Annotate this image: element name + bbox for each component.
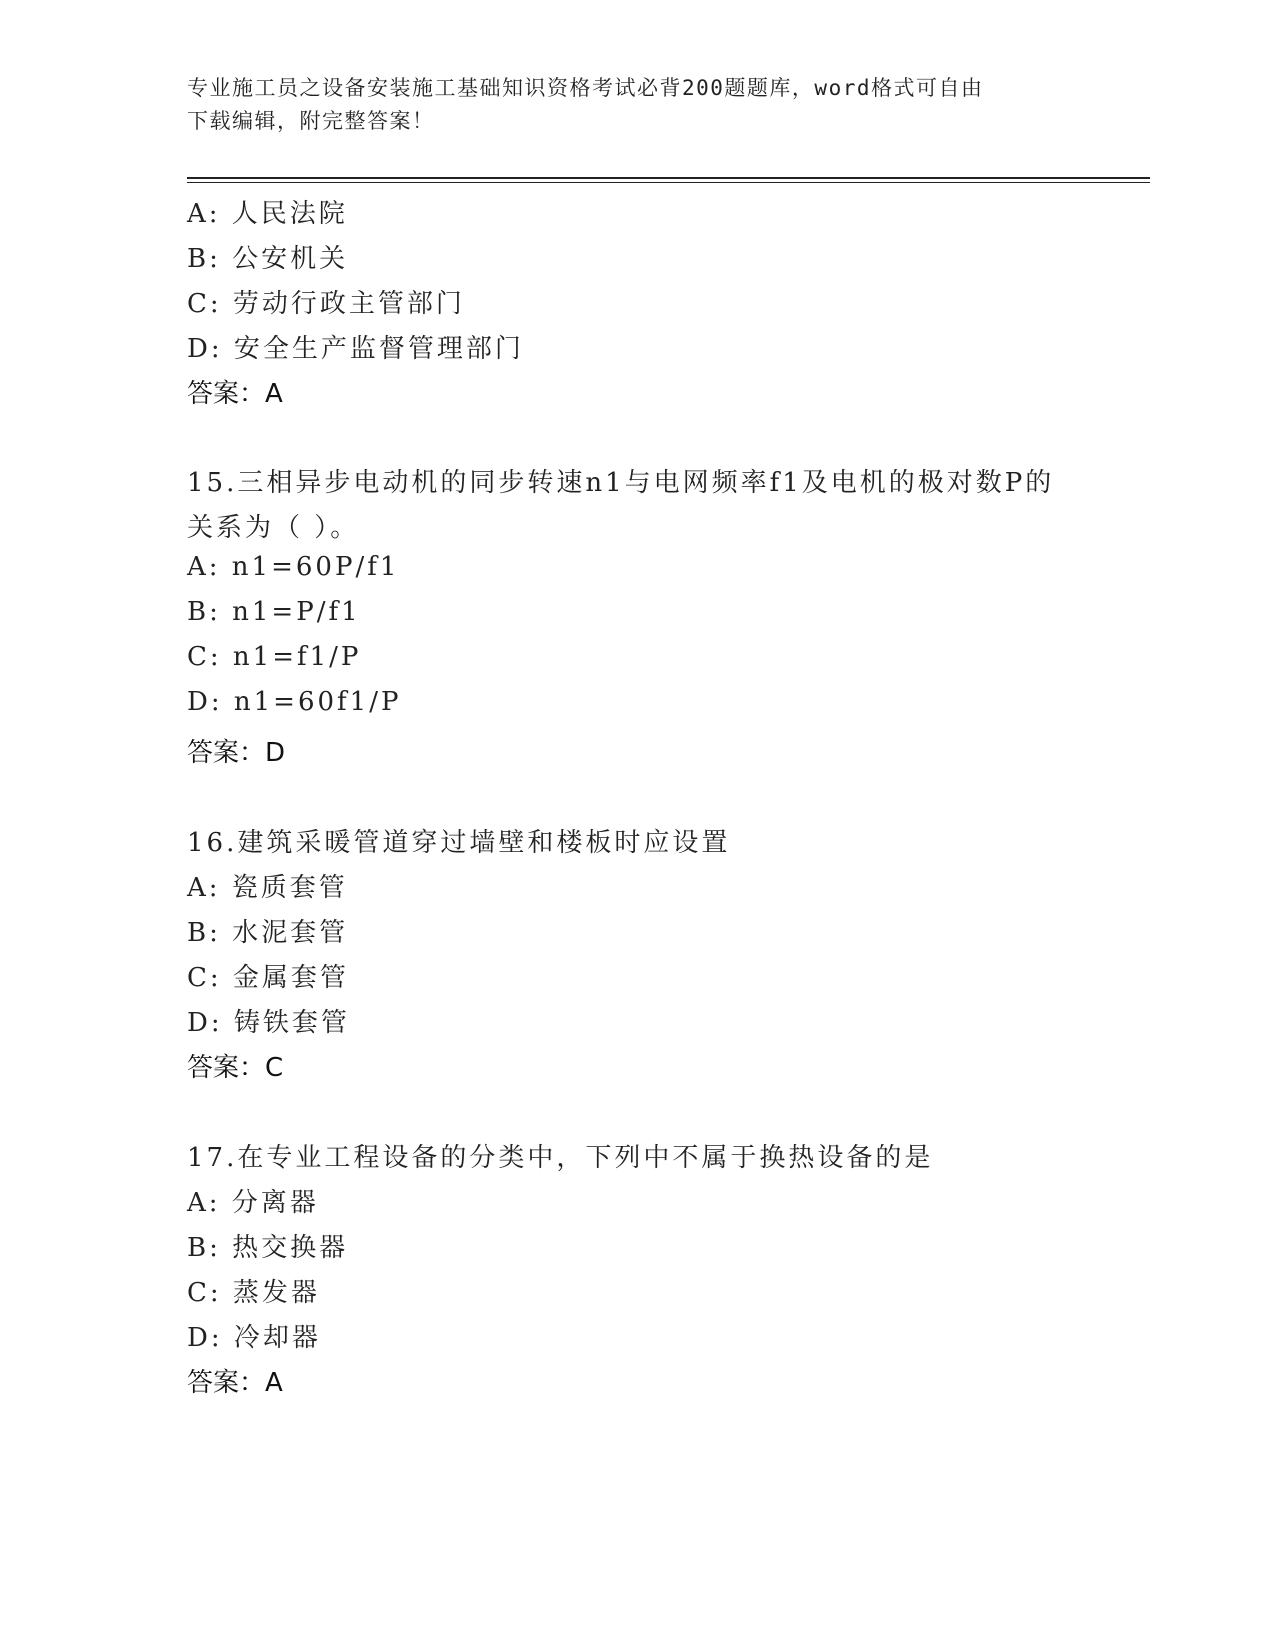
q17-answer: 答案：A xyxy=(187,1368,283,1398)
q17-question: 17.在专业工程设备的分类中，下列中不属于换热设备的是 xyxy=(187,1143,934,1173)
q17-option-d: D: 冷却器 xyxy=(187,1323,321,1353)
q15-question-line-2: 关系为（ ）。 xyxy=(187,513,360,543)
q15-option-d: D: n1=60f1/P xyxy=(187,687,402,717)
q15-question-line-1: 15.三相异步电动机的同步转速n1与电网频率f1及电机的极对数P的 xyxy=(187,468,1055,498)
q16-answer: 答案：C xyxy=(187,1053,284,1083)
q15-option-a: A: n1=60P/f1 xyxy=(187,552,400,582)
q14-option-d: D: 安全生产监督管理部门 xyxy=(187,334,524,364)
q14-answer: 答案：A xyxy=(187,379,283,409)
q15-option-c: C: n1=f1/P xyxy=(187,642,362,672)
document-header xyxy=(187,72,1067,138)
q16-question: 16.建筑采暖管道穿过墙壁和楼板时应设置 xyxy=(187,828,731,858)
header-line-1: 专业施工员之设备安装施工基础知识资格考试必背200题题库，word格式可自由 xyxy=(187,76,984,100)
header-line-2: 下载编辑，附完整答案！ xyxy=(187,109,435,133)
q14-option-b: B: 公安机关 xyxy=(187,244,349,274)
q17-option-c: C: 蒸发器 xyxy=(187,1278,320,1308)
q16-option-d: D: 铸铁套管 xyxy=(187,1008,350,1038)
q15-option-b: B: n1=P/f1 xyxy=(187,597,361,627)
q17-option-a: A: 分离器 xyxy=(187,1188,319,1218)
header-rule-thick xyxy=(187,177,1150,179)
q17-option-b: B: 热交换器 xyxy=(187,1233,349,1263)
q14-option-a: A: 人民法院 xyxy=(187,199,348,229)
q16-option-a: A: 瓷质套管 xyxy=(187,873,348,903)
q15-answer: 答案：D xyxy=(187,738,286,768)
q16-option-b: B: 水泥套管 xyxy=(187,918,349,948)
header-rule-thin xyxy=(187,182,1150,183)
q14-option-c: C: 劳动行政主管部门 xyxy=(187,289,465,319)
q16-option-c: C: 金属套管 xyxy=(187,963,349,993)
